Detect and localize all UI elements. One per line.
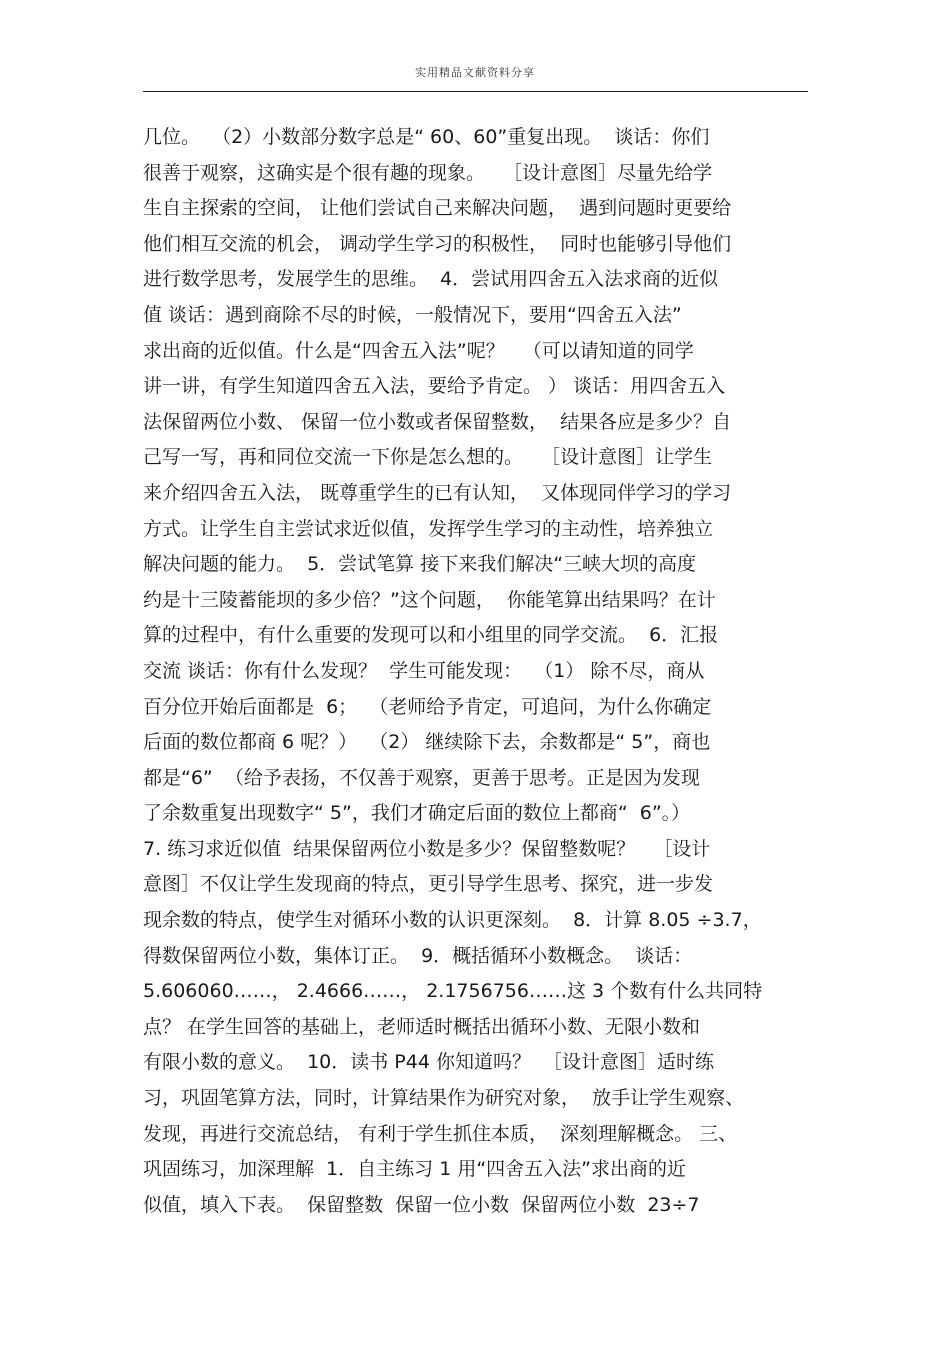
- text-line: 方式。让学生自主尝试求近似值，发挥学生学习的主动性，培养独立: [143, 517, 714, 540]
- text-line: 5.606060……， 2.4666……， 2.1756756……这 3 个数有什么共同特: [143, 980, 763, 1003]
- text-line: 法保留两位小数、 保留一位小数或者保留整数， 结果各应是多少？自: [143, 410, 732, 433]
- text-line: 习，巩固笔算方法，同时，计算结果作为研究对象， 放手让学生观察、: [143, 1087, 745, 1110]
- text-line: 得数保留两位小数，集体订正。 9．概括循环小数概念。 谈话：: [143, 944, 693, 967]
- text-line: 似值，填入下表。 保留整数 保留一位小数 保留两位小数 23÷7: [143, 1193, 700, 1216]
- text-line: 后面的数位都商 6 呢？） （2） 继续除下去，余数都是“ 5”，商也: [143, 731, 711, 754]
- text-line: 很善于观察，这确实是个很有趣的现象。 ［设计意图］尽量先给学: [143, 161, 713, 184]
- text-line: 都是“6” （给予表扬，不仅善于观察，更善于思考。正是因为发现: [143, 766, 700, 789]
- text-line: 点？ 在学生回答的基础上，老师适时概括出循环小数、无限小数和: [143, 1015, 701, 1038]
- text-line: 7. 练习求近似值 结果保留两位小数是多少？保留整数呢？ ［设计: [143, 837, 711, 860]
- text-line: 解决问题的能力。 5．尝试笔算 接下来我们解决“三峡大坝的高度: [143, 553, 697, 576]
- text-line: 己写一写，再和同位交流一下你是怎么想的。 ［设计意图］让学生: [143, 446, 713, 469]
- text-line: 百分位开始后面都是 6； （老师给予肯定，可追问，为什么你确定: [143, 695, 712, 718]
- text-line: 现余数的特点，使学生对循环小数的认识更深刻。 8．计算 8.05 ÷3.7，: [143, 909, 762, 932]
- text-line: 意图］不仅让学生发现商的特点，更引导学生思考、探究，进一步发: [143, 873, 714, 896]
- text-line: 算的过程中，有什么重要的发现可以和小组里的同学交流。 6．汇报: [143, 624, 719, 647]
- text-line: 发现，再进行交流总结， 有利于学生抓住本质， 深刻理解概念。 三、: [143, 1122, 738, 1145]
- text-line: 交流 谈话：你有什么发现？ 学生可能发现： （1） 除不尽，商从: [143, 659, 705, 682]
- text-line: 讲一讲，有学生知道四舍五入法，要给予肯定。 ） 谈话：用四舍五入: [143, 375, 726, 398]
- text-line: 他们相互交流的机会， 调动学生学习的积极性， 同时也能够引导他们: [143, 232, 732, 255]
- page-header: 实用精品文献资料分享: [415, 66, 535, 79]
- text-line: 值 谈话：遇到商除不尽的时候，一般情况下，要用“四舍五入法”: [143, 303, 682, 326]
- text-line: 有限小数的意义。 10．读书 P44 你知道吗？ ［设计意图］适时练: [143, 1051, 715, 1074]
- text-line: 进行数学思考，发展学生的思维。 4．尝试用四舍五入法求商的近似: [143, 268, 719, 291]
- text-line: 几位。 （2）小数部分数字总是“ 60、60”重复出现。 谈话：你们: [143, 126, 710, 148]
- text-line: 求出商的近似值。什么是“四舍五入法”呢？ （可以请知道的同学: [143, 339, 694, 362]
- document-body: [143, 120, 808, 1223]
- text-line: 来介绍四舍五入法， 既尊重学生的已有认知， 又体现同伴学习的学习: [143, 481, 732, 504]
- text-line: 巩固练习，加深理解 1．自主练习 1 用“四舍五入法”求出商的近: [143, 1158, 687, 1181]
- text-line: 了余数重复出现数字“ 5”，我们才确定后面的数位上都商“ 6”。）: [143, 802, 691, 825]
- header-divider: [143, 91, 808, 92]
- text-line: 生自主探索的空间， 让他们尝试自己来解决问题， 遇到问题时更要给: [143, 197, 732, 220]
- text-line: 约是十三陵蓄能坝的多少倍？”这个问题， 你能笔算出结果吗？在计: [143, 588, 716, 611]
